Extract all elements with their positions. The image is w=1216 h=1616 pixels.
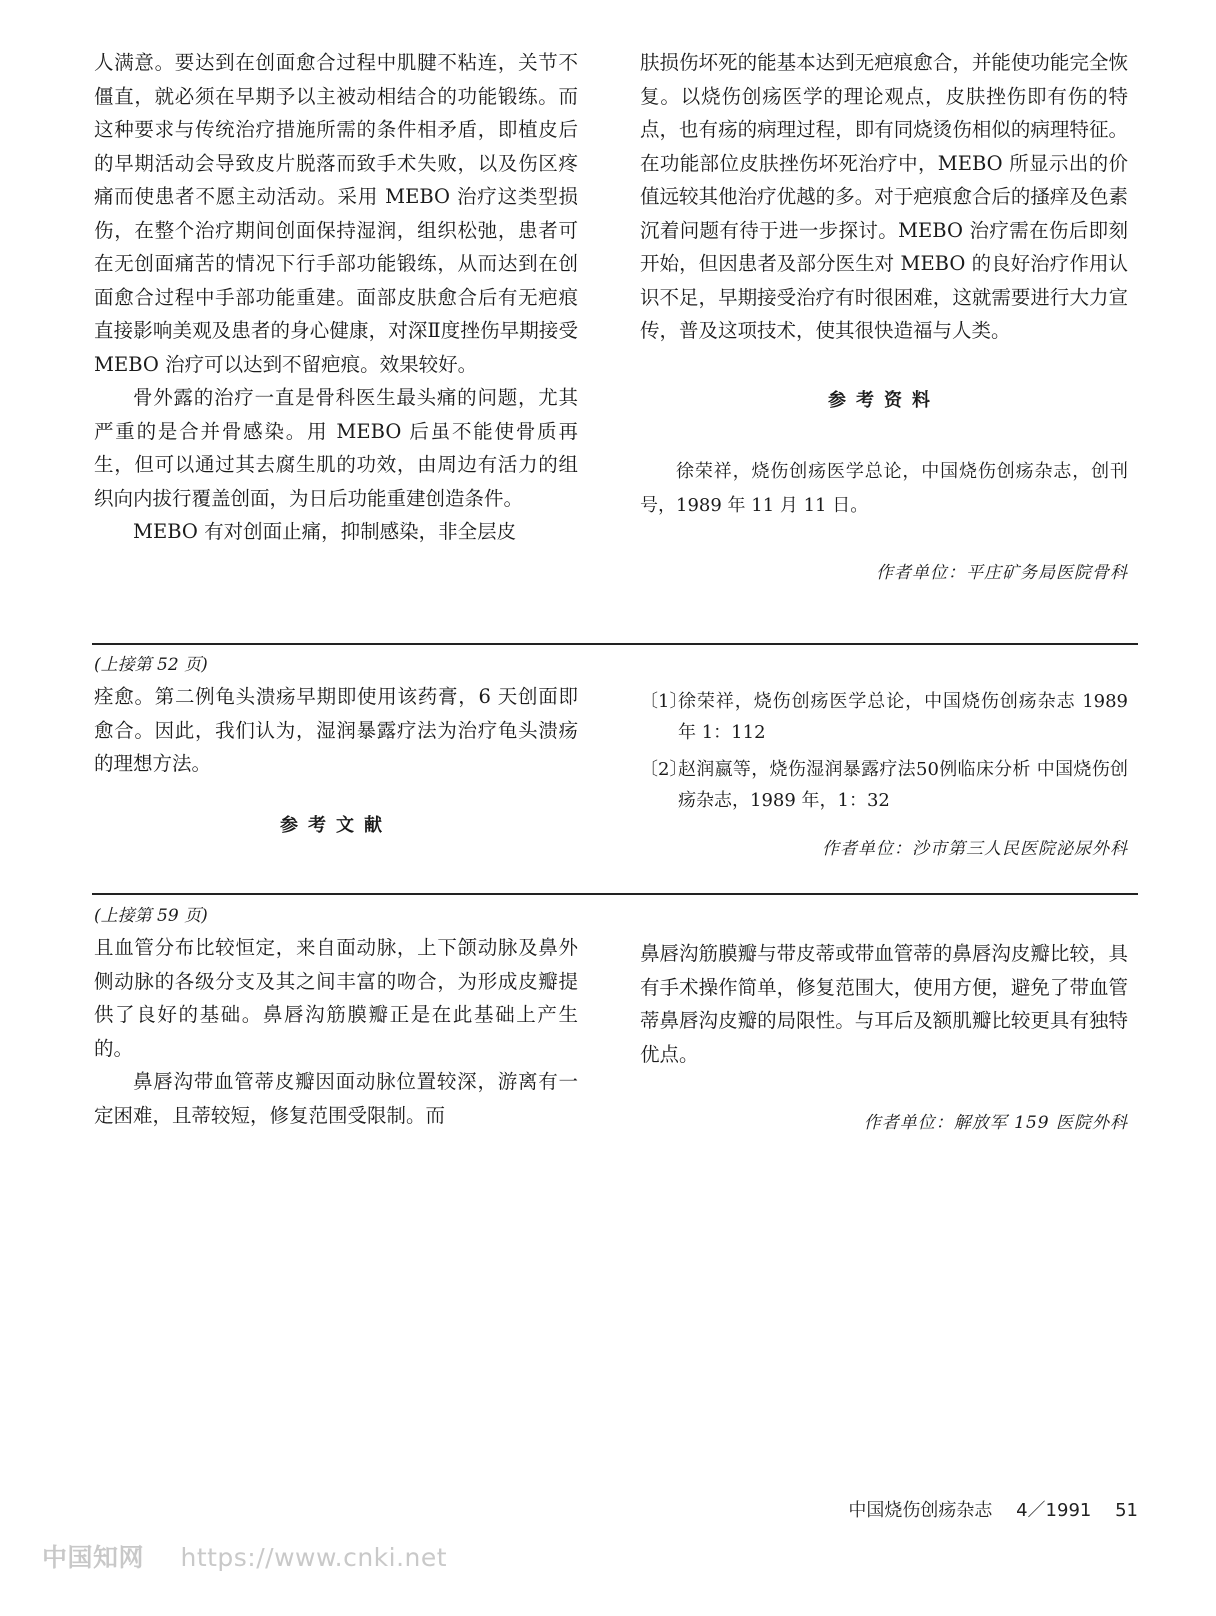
top-left-column xyxy=(94,46,578,549)
continued-note: (上接第 52 页) xyxy=(94,655,208,675)
middle-right-column xyxy=(640,686,1128,865)
references-heading: 参考资料 xyxy=(828,389,940,411)
issue-number: 4／1991 xyxy=(1016,1500,1092,1521)
cnki-watermark xyxy=(42,1538,447,1574)
page-footer xyxy=(830,1496,1138,1522)
body-paragraph: MEBO 有对创面止痛，抑制感染，非全层皮 xyxy=(133,520,517,543)
section-divider xyxy=(92,643,1138,645)
reference-number: 〔2〕 xyxy=(640,759,688,780)
body-paragraph: 且血管分布比较恒定，来自面动脉，上下颌动脉及鼻外侧动脉的各级分支及其之间丰富的吻合，为形成皮瓣提供了良好的基础。鼻唇沟筋膜瓣正是在此基础上产生的。 xyxy=(94,936,578,1060)
bottom-right-column xyxy=(640,937,1128,1141)
author-affiliation: 作者单位：解放军 159 医院外科 xyxy=(863,1113,1128,1133)
watermark-brand: 中国知网 xyxy=(42,1543,145,1572)
page-number: 51 xyxy=(1115,1500,1138,1521)
body-paragraph: 人满意。要达到在创面愈合过程中肌腱不粘连，关节不僵直，就必须在早期予以主被动相结合的功能锻练。而这种要求与传统治疗措施所需的条件相矛盾，即植皮后的早期活动会导致皮片脱落而致手术失败，以及伤区疼痛而使患者不愿主动活动。采用 MEBO 治疗这类型损伤，在整个治疗期间创面保持湿润，组织松弛，患者可在无创面痛苦的情况下行手部功能锻练，从而达到在创面愈合过程中手部功能重建。面部皮肤愈合后有无疤痕直接影响美观及患者的身心健康，对深Ⅱ度挫伤早期接受 MEBO 治疗可以达到不留疤痕。效果较好。 xyxy=(94,51,578,376)
reference-entry: 徐荣祥，烧伤创疡医学总论，中国烧伤创疡杂志，创刊号，1989 年 11 月 11 日。 xyxy=(640,461,1128,516)
bottom-left-column xyxy=(94,901,578,1132)
middle-left-column xyxy=(94,650,578,842)
reference-number: 〔1〕 xyxy=(640,691,688,712)
watermark-url: https://www.cnki.net xyxy=(180,1543,448,1572)
reference-item xyxy=(640,686,1128,748)
top-right-column xyxy=(640,46,1128,591)
reference-text: 赵润嬴等，烧伤湿润暴露疗法50例临床分析 中国烧伤创疡杂志，1989 年，1：32 xyxy=(678,759,1128,811)
section-divider xyxy=(92,893,1138,895)
reference-item xyxy=(640,754,1128,816)
body-paragraph: 骨外露的治疗一直是骨科医生最头痛的问题，尤其严重的是合并骨感染。用 MEBO 后虽不能使骨质再生，但可以通过其去腐生肌的功效，由周边有活力的组织向内拔行覆盖创面，为日后功能重建创造条件。 xyxy=(94,386,578,510)
body-paragraph: 肤损伤坏死的能基本达到无疤痕愈合，并能使功能完全恢复。以烧伤创疡医学的理论观点，皮肤挫伤即有伤的特点，也有疡的病理过程，即有同烧烫伤相似的病理特征。在功能部位皮肤挫伤坏死治疗中，MEBO 所显示出的价值远较其他治疗优越的多。对于疤痕愈合后的搔痒及色素沉着问题有待于进一步探讨。MEBO 治疗需在伤后即刻开始，但因患者及部分医生对 MEBO 的良好治疗作用认识不足，早期接受治疗有时很困难，这就需要进行大力宣传，普及这项技术，使其很快造福与人类。 xyxy=(640,51,1128,342)
reference-text: 徐荣祥，烧伤创疡医学总论，中国烧伤创疡杂志 1989 年 1：112 xyxy=(678,691,1128,743)
journal-name: 中国烧伤创疡杂志 xyxy=(848,1500,993,1521)
body-paragraph: 鼻唇沟筋膜瓣与带皮蒂或带血管蒂的鼻唇沟皮瓣比较，具有手术操作简单，修复范围大，使用方便，避免了带血管蒂鼻唇沟皮瓣的局限性。与耳后及额肌瓣比较更具有独特优点。 xyxy=(640,942,1128,1066)
body-paragraph: 鼻唇沟带血管蒂皮瓣因面动脉位置较深，游离有一定困难，且蒂较短，修复范围受限制。而 xyxy=(94,1070,578,1127)
continued-note: (上接第 59 页) xyxy=(94,906,208,926)
body-paragraph: 痊愈。第二例龟头溃疡早期即使用该药膏，6 天创面即愈合。因此，我们认为，湿润暴露疗法为治疗龟头溃疡的理想方法。 xyxy=(94,685,578,775)
author-affiliation: 作者单位：沙市第三人民医院泌尿外科 xyxy=(822,839,1128,859)
author-affiliation: 作者单位：平庄矿务局医院骨科 xyxy=(876,563,1128,583)
references-heading: 参考文献 xyxy=(280,814,392,836)
